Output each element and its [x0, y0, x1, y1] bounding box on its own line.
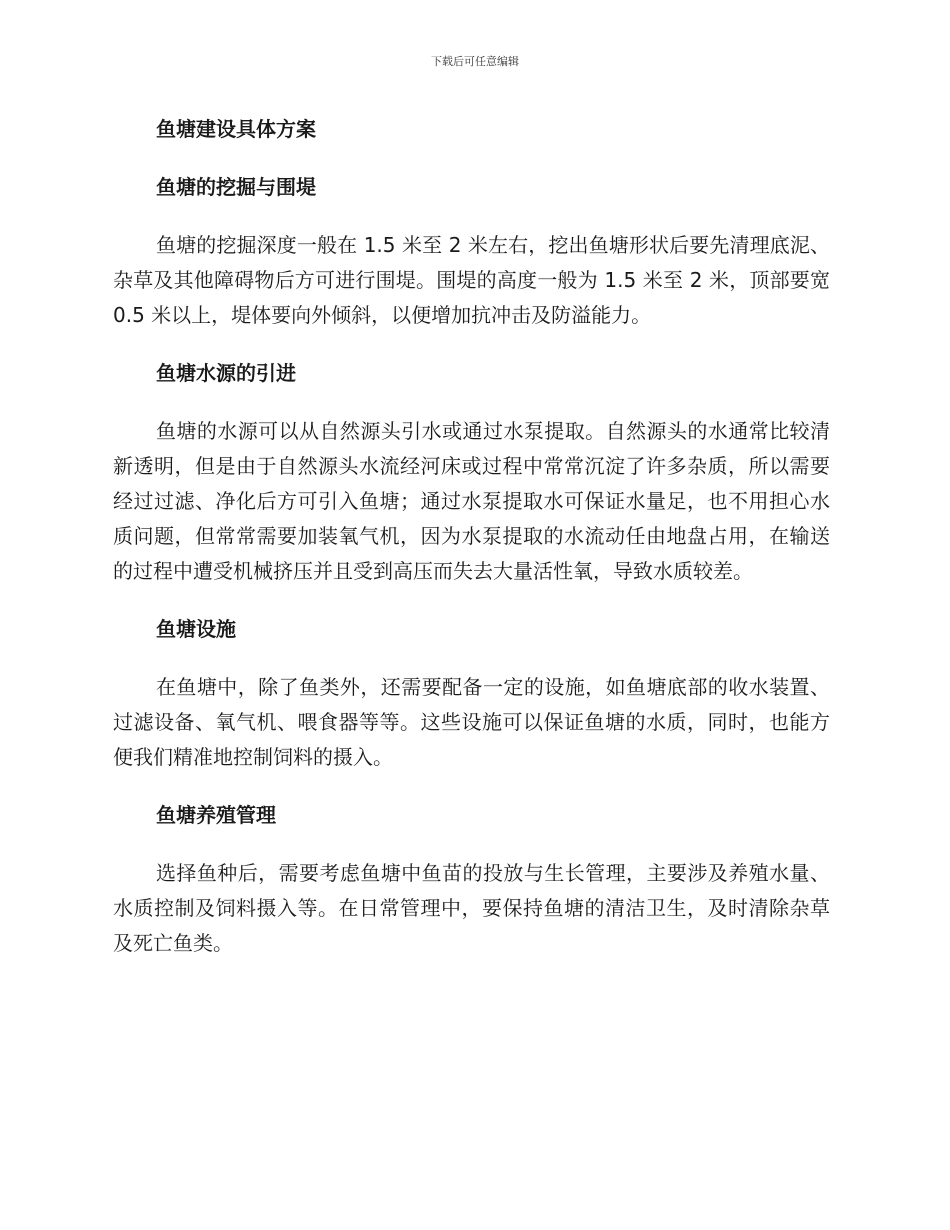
- document-title: 鱼塘建设具体方案: [156, 117, 316, 141]
- document-body: [113, 112, 830, 984]
- paragraph-management: 选择鱼种后，需要考虑鱼塘中鱼苗的投放与生长管理，主要涉及养殖水量、水质控制及饲料摄入等。在日常管理中，要保持鱼塘的清洁卫生，及时清除杂草及死亡鱼类。: [113, 861, 830, 955]
- section-heading-management: 鱼塘养殖管理: [156, 803, 276, 827]
- paragraph-water-source: 鱼塘的水源可以从自然源头引水或通过水泵提取。自然源头的水通常比较清新透明，但是由于自然源头水流经河床或过程中常常沉淀了许多杂质，所以需要经过过滤、净化后方可引入鱼塘；通过水泵提取水可保证水量足，也不用担心水质问题，但常常需要加装氧气机，因为水泵提取的水流动任由地盘占用，在输送的过程中遭受机械挤压并且受到高压而失去大量活性氧，导致水质较差。: [113, 419, 830, 583]
- section-heading-facilities: 鱼塘设施: [156, 617, 236, 641]
- section-heading-water-source: 鱼塘水源的引进: [156, 361, 296, 385]
- header-note: 下载后可任意编辑: [431, 55, 519, 68]
- section-heading-excavation: 鱼塘的挖掘与围堤: [156, 175, 316, 199]
- paragraph-facilities: 在鱼塘中，除了鱼类外，还需要配备一定的设施，如鱼塘底部的收水装置、过滤设备、氧气机、喂食器等等。这些设施可以保证鱼塘的水质，同时，也能方便我们精准地控制饲料的摄入。: [113, 675, 830, 769]
- paragraph-excavation: 鱼塘的挖掘深度一般在 1.5 米至 2 米左右，挖出鱼塘形状后要先清理底泥、杂草及其他障碍物后方可进行围堤。围堤的高度一般为 1.5 米至 2 米，顶部要宽 0.5 米以上，堤体要向外倾斜，以便增加抗冲击及防溢能力。: [113, 233, 830, 327]
